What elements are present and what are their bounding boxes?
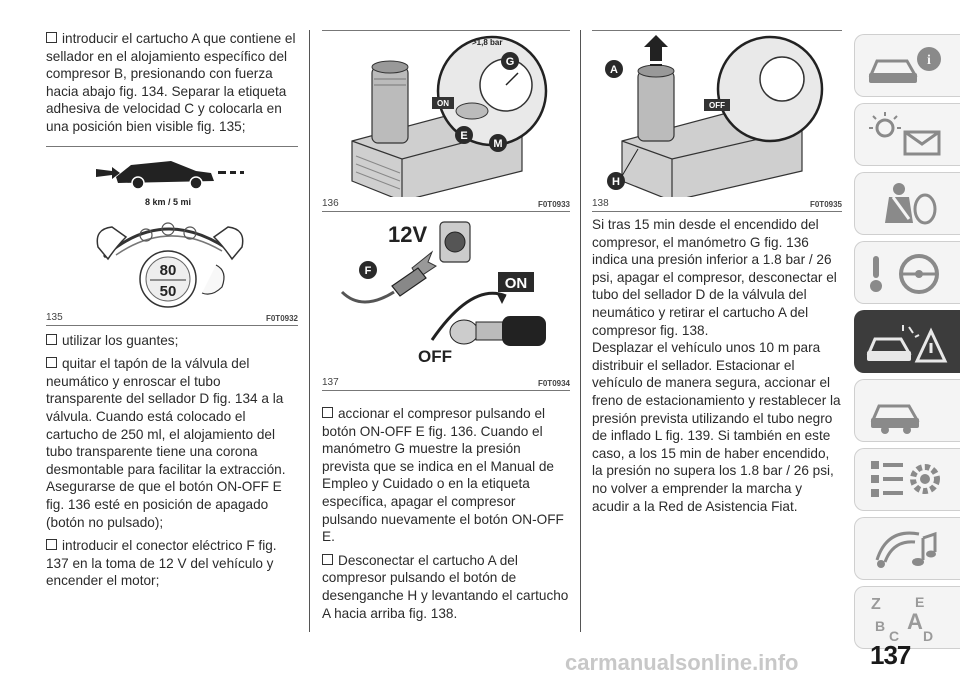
paragraph-connector: introducir el conector eléctrico F fig. 137 en la toma de 12 V del vehículo y encender el motor; [46, 538, 277, 589]
car-icon [96, 161, 244, 189]
on-label: ON [437, 99, 449, 108]
bullet-box [46, 334, 57, 345]
index-letter: B [875, 618, 886, 634]
chapter-sidebar [854, 34, 960, 655]
figure-code: F0T0935 [809, 200, 842, 209]
pressure-label: >1,8 bar [472, 38, 503, 47]
column-3 [592, 30, 842, 515]
figure-code: F0T0932 [265, 313, 298, 323]
speed-label-text: 8 km / 5 mi [144, 196, 192, 207]
paragraph-activate-compressor: accionar el compresor pulsando el botón ON-OFF E fig. 136. Cuando el manómetro G muestre la presión prevista que se indica en el Manual de Empleo y Cuidado o en la etiqueta específica, apagar el compresor pulsando nuevamente el botón ON-OFF E. [322, 406, 564, 545]
index-letter: Z [871, 596, 881, 613]
figure-136 [322, 30, 570, 212]
paragraph-disconnect-cartridge: Desconectar el cartucho A del compresor pulsando el botón de desenganche H y levantando el cartucho A hacia arriba fig. 138. [322, 552, 569, 621]
gauge-zoom-icon [438, 37, 546, 145]
paragraph-low-pressure: Si tras 15 min desde el encendido del compresor, el manómetro G fig. 136 indica una presión inferior a 1.8 bar / 26 psi, apagar el compresor, desconectar el tubo del sellador D de la válvula del neumático y retirar el cartucho A del compresor fig. 138. [592, 217, 837, 338]
tab-car-info[interactable] [854, 34, 960, 97]
figure-137 [322, 212, 570, 391]
maintenance-icon [863, 386, 953, 436]
figure-number: 138 [592, 198, 609, 209]
bullet-box [322, 407, 333, 418]
warning-lights-icon [863, 110, 953, 160]
figure-number: 137 [322, 377, 339, 388]
technical-data-icon [863, 455, 953, 505]
paragraph-insert-cartridge: introducir el cartucho A que contiene el sellador en el alojamiento específico del compresor B, presionando con fuerza hacia abajo fig. 134. Separar la etiqueta adhesiva de velocidad C y colocarla en una posición bien visible fig. 135; [46, 31, 296, 134]
figure-138 [592, 30, 842, 212]
label-m: M [493, 138, 503, 150]
index-letter: C [889, 628, 900, 643]
driving-icon [863, 248, 953, 298]
connector-ignition-illustration [322, 212, 570, 374]
index-letter: A [907, 609, 923, 634]
compressor-on-illustration [322, 31, 570, 197]
index-letter: D [923, 628, 934, 643]
tab-emergency[interactable] [854, 310, 960, 373]
sticker-kmh: 80 [159, 261, 177, 279]
column-divider [309, 30, 310, 632]
tab-warning-lights[interactable] [854, 103, 960, 166]
figure-number: 135 [46, 311, 63, 323]
figure-code: F0T0933 [537, 200, 570, 209]
watermark: carmanualsonline.info [565, 650, 799, 675]
bullet-box [46, 32, 57, 43]
figure-code: F0T0934 [537, 379, 570, 388]
paragraph-valve: quitar el tapón de la válvula del neumático y enroscar el tubo transparente del sellador D fig. 134 a la válvula. Cuando está colocado el cartucho de 250 ml, el alojamiento del tubo transparente tiene una corona desmontable para facilitar la extracción. Asegurarse de que el botón ON-OFF E fig. 136 esté en posición de apagado (botón no pulsado); [46, 356, 286, 530]
paragraph-move-vehicle: Desplazar el vehículo unos 10 m para distribuir el sellador. Estacionar el vehículo de manera segura, accionar el freno de estacionamiento y restablecer la presión prevista utilizando el tubo negro de inflado L fig. 139. Si también en este caso, a los 15 min de haber encendido, la presión no supera los 1.8 bar / 26 psi, no volver a emprender la marcha y acudir a la Red de Asistencia Fiat. [592, 340, 841, 514]
bullet-box [46, 539, 57, 550]
column-divider [580, 30, 581, 632]
paragraph-gloves: utilizar los guantes; [46, 332, 298, 350]
tab-technical-data[interactable] [854, 448, 960, 511]
figure-135 [46, 146, 298, 326]
svg-text:i: i [927, 53, 931, 68]
bullet-box [322, 554, 333, 565]
sticker-mph: 50 [159, 282, 177, 300]
label-h: H [612, 176, 620, 188]
tab-maintenance[interactable] [854, 379, 960, 442]
label-a: A [610, 64, 618, 76]
multimedia-icon [863, 524, 953, 574]
label-f: F [364, 265, 372, 277]
cartridge-release-illustration [592, 31, 842, 197]
tab-driving[interactable] [854, 241, 960, 304]
car-info-icon [863, 41, 953, 91]
on-label: ON [504, 275, 528, 292]
index-letter: E [915, 594, 925, 610]
bullet-box [46, 357, 57, 368]
off-label: OFF [418, 347, 452, 366]
index-icon [863, 593, 953, 643]
safety-icon [863, 179, 953, 229]
off-label: OFF [709, 101, 725, 110]
tab-safety[interactable] [854, 172, 960, 235]
label-g: G [505, 56, 515, 68]
speed-sticker-icon [140, 251, 196, 307]
12v-label: 12V [388, 222, 428, 247]
page-number: 137 [870, 640, 911, 670]
tab-multimedia[interactable] [854, 517, 960, 580]
emergency-icon [863, 317, 953, 367]
column-2 [322, 30, 570, 622]
label-e: E [460, 130, 468, 142]
figure-number: 136 [322, 198, 339, 209]
speed-label-illustration [46, 147, 298, 309]
column-1 [46, 30, 298, 590]
